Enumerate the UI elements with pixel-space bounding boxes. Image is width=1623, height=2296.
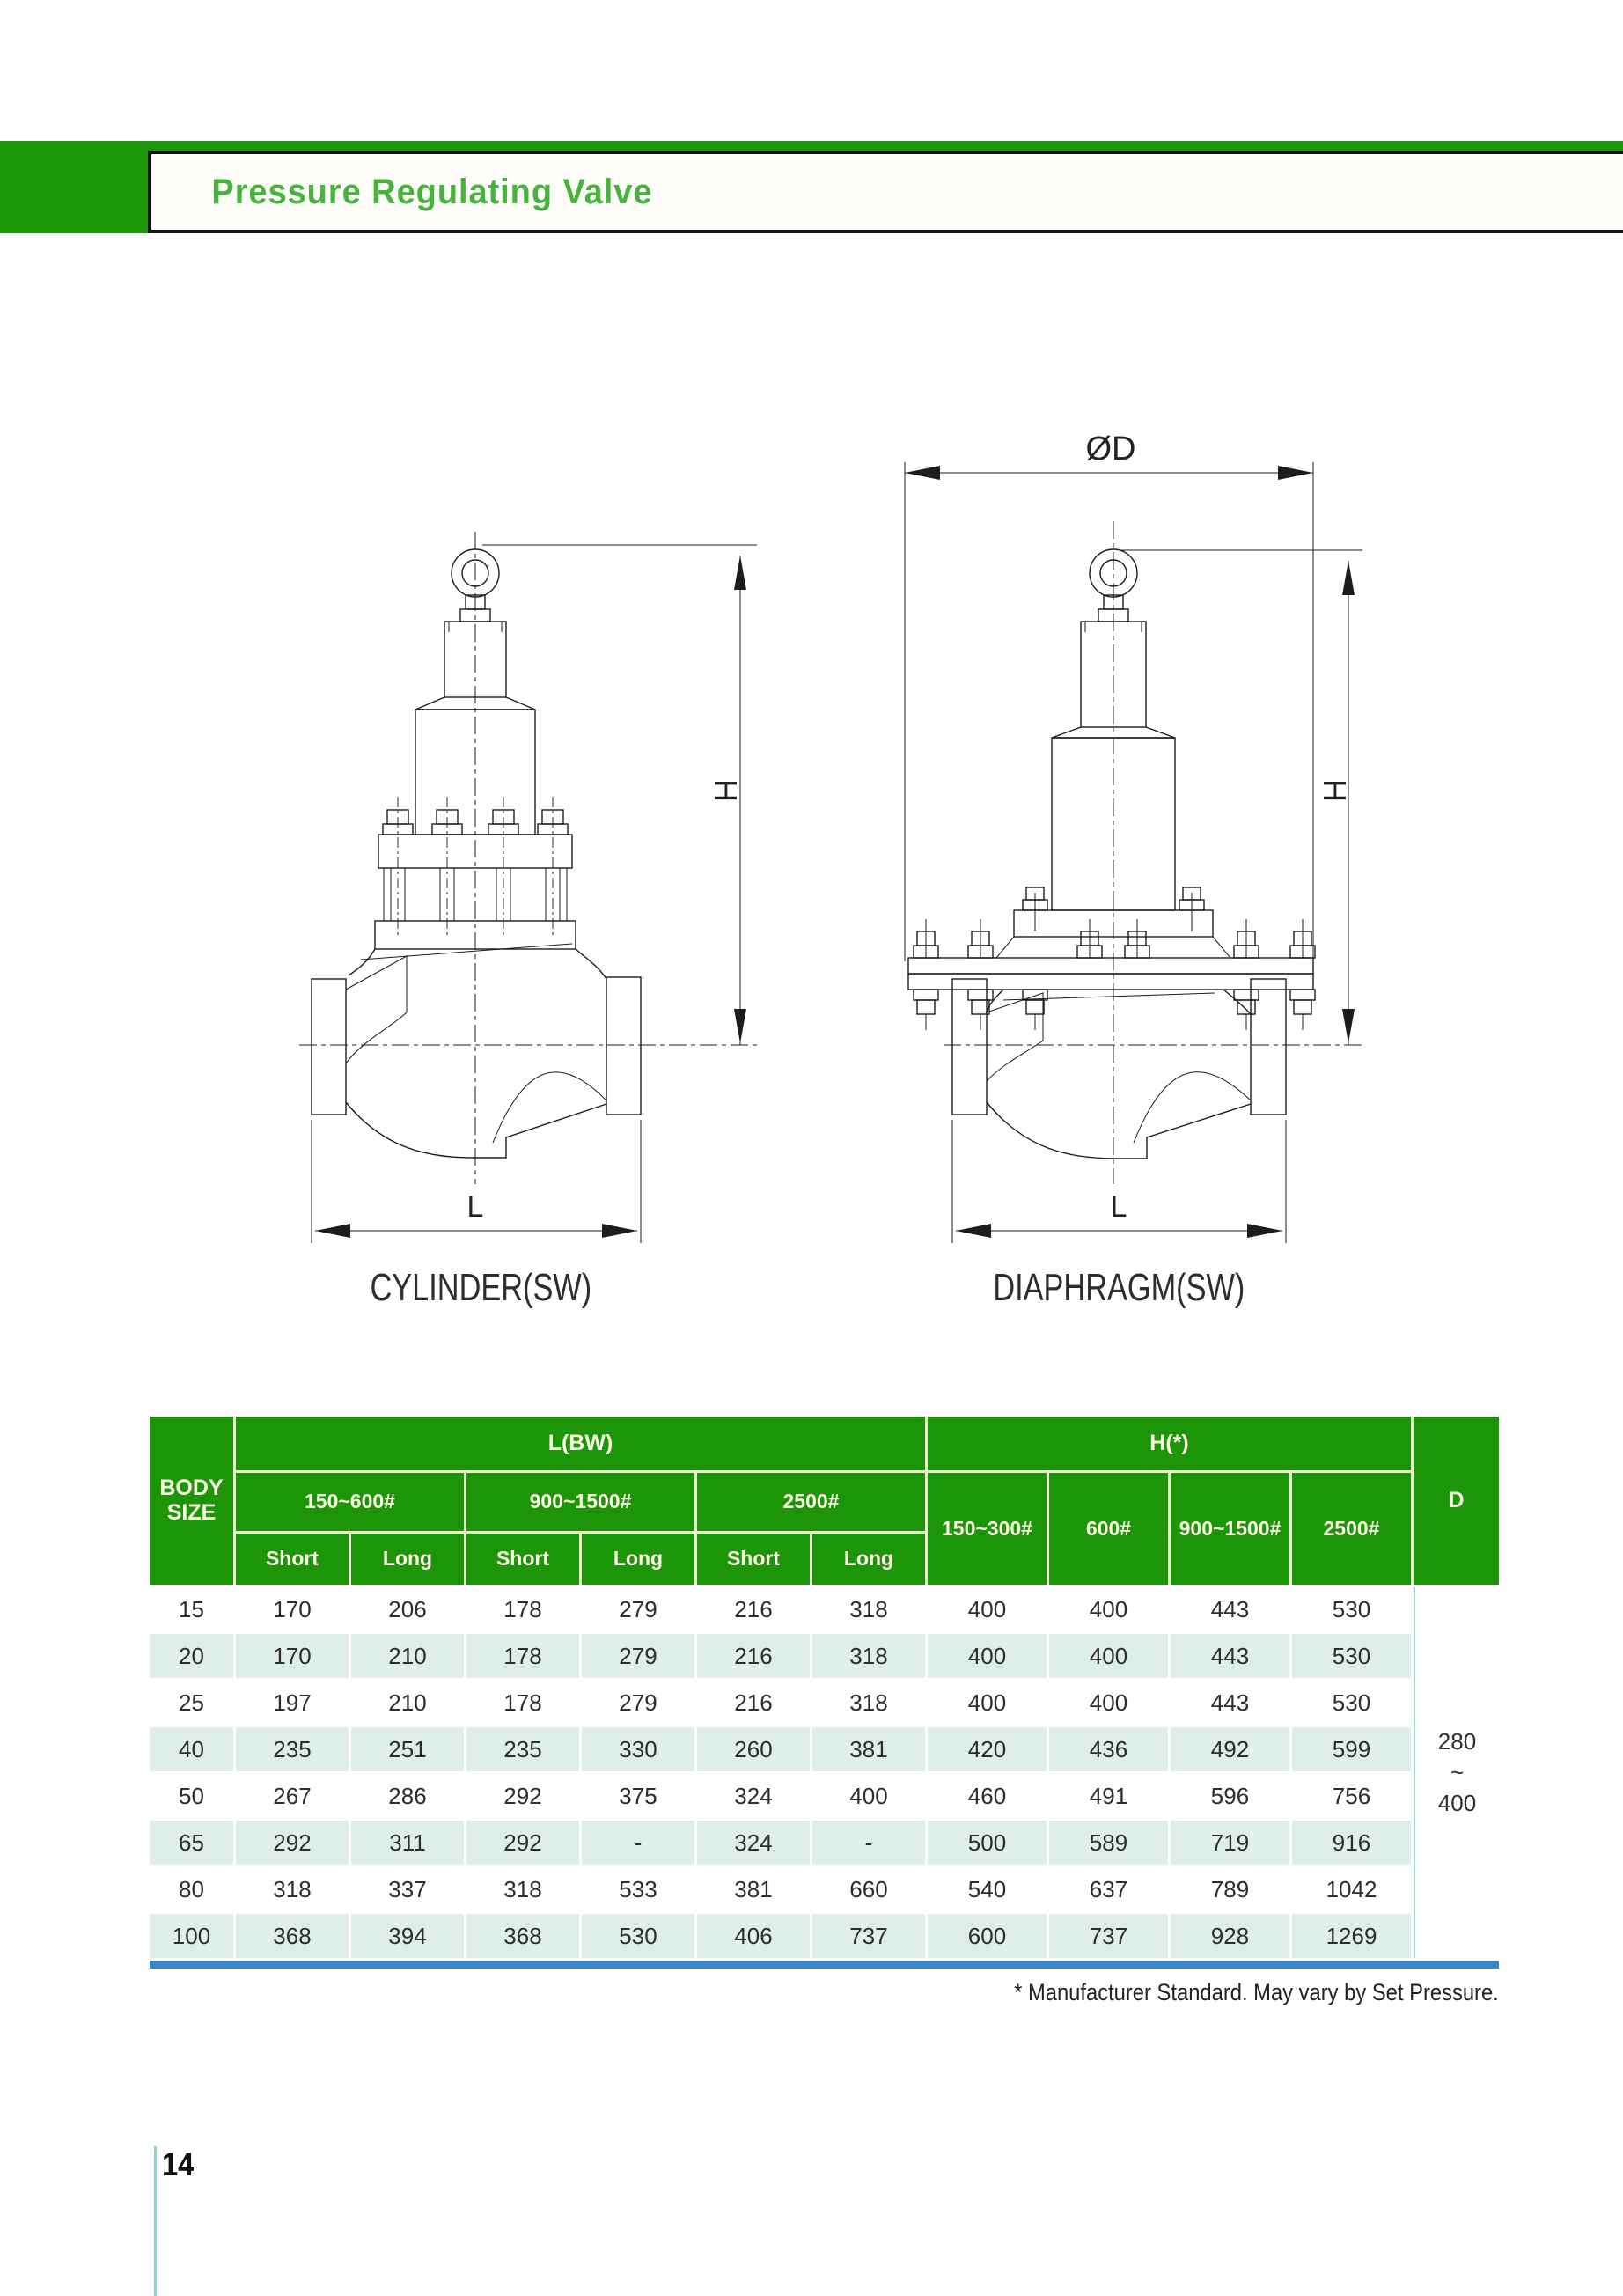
centerlines	[944, 521, 1364, 1184]
dimension-cell: 600	[928, 1914, 1047, 1958]
dimension-cell: 330	[582, 1727, 694, 1771]
col-header-short: Short	[697, 1534, 810, 1585]
dimension-cell: 443	[1171, 1587, 1289, 1631]
h-dim-label: H	[1317, 779, 1353, 802]
col-header-body-size: BODY SIZE	[150, 1417, 233, 1585]
dimension-cell: 324	[697, 1821, 810, 1865]
col-header-d: D	[1414, 1417, 1499, 1585]
col-header-h-900-1500: 900~1500#	[1171, 1473, 1289, 1585]
dimension-cell: 400	[1049, 1681, 1168, 1725]
footnote: * Manufacturer Standard. May vary by Set Pressure.	[1014, 1979, 1499, 2005]
dimension-cell: 260	[697, 1727, 810, 1771]
dimension-cell: -	[812, 1821, 925, 1865]
dimension-cell: 400	[928, 1681, 1047, 1725]
dimension-cell: 406	[697, 1914, 810, 1958]
dimension-cell: 530	[582, 1914, 694, 1958]
dimension-cell: 533	[582, 1867, 694, 1911]
dimension-cell: 235	[236, 1727, 349, 1771]
dimension-table	[150, 1417, 1499, 1958]
page-number: 14	[162, 2146, 195, 2182]
dimension-cell: 318	[812, 1634, 925, 1678]
dimension-cell: 178	[466, 1681, 579, 1725]
dimension-cell: 216	[697, 1634, 810, 1678]
dimension-cell: 443	[1171, 1681, 1289, 1725]
dimension-cell: 1042	[1292, 1867, 1411, 1911]
d-dimension	[905, 430, 1313, 961]
h-dim-label: H	[708, 779, 744, 802]
dimension-cell: 210	[351, 1634, 464, 1678]
cylinder-valve-drawing	[290, 526, 766, 1248]
dimension-cell: 216	[697, 1681, 810, 1725]
dimension-cell: 530	[1292, 1634, 1411, 1678]
h-dimension	[482, 545, 757, 1045]
dimension-cell: 197	[236, 1681, 349, 1725]
page-title: Pressure Regulating Valve	[211, 172, 653, 211]
diaphragm-caption: DIAPHRAGM(SW)	[993, 1266, 1245, 1309]
d-range-top: 280	[1437, 1727, 1477, 1755]
dimension-cell: 292	[236, 1821, 349, 1865]
dimension-cell: 170	[236, 1587, 349, 1631]
cylinder-caption: CYLINDER(SW)	[370, 1266, 591, 1309]
col-header-l-2500: 2500#	[697, 1473, 925, 1531]
dimension-cell: 737	[1049, 1914, 1168, 1958]
col-header-short: Short	[466, 1534, 579, 1585]
dimension-cell: 719	[1171, 1821, 1289, 1865]
dimension-cell: 311	[351, 1821, 464, 1865]
col-header-short: Short	[236, 1534, 349, 1585]
dimension-cell: 251	[351, 1727, 464, 1771]
dimension-cell: 279	[582, 1681, 694, 1725]
col-header-l-900-1500: 900~1500#	[466, 1473, 694, 1531]
dimension-cell: 375	[582, 1774, 694, 1818]
centerlines	[299, 532, 759, 1184]
dimension-cell: 318	[812, 1681, 925, 1725]
col-header-long: Long	[812, 1534, 925, 1585]
body-size-cell: 65	[150, 1821, 233, 1865]
dimension-cell: -	[582, 1821, 694, 1865]
d-range-cell	[1414, 1587, 1499, 1958]
l-dim-label: L	[466, 1190, 484, 1224]
dimension-cell: 400	[812, 1774, 925, 1818]
dimension-cell: 178	[466, 1634, 579, 1678]
col-header-l-group: L(BW)	[236, 1417, 925, 1470]
dimension-cell: 460	[928, 1774, 1047, 1818]
dimension-cell: 216	[697, 1587, 810, 1631]
dimension-cell: 596	[1171, 1774, 1289, 1818]
body-size-cell: 40	[150, 1727, 233, 1771]
col-header-h-group: H(*)	[928, 1417, 1411, 1470]
dimension-cell: 420	[928, 1727, 1047, 1771]
dimension-cell: 660	[812, 1867, 925, 1911]
body-size-cell: 100	[150, 1914, 233, 1958]
h-dimension	[1120, 550, 1362, 1045]
page-edge-line	[154, 2146, 157, 2296]
table-bottom-bar	[150, 1961, 1499, 1969]
dimension-cell: 637	[1049, 1867, 1168, 1911]
col-header-h-600: 600#	[1049, 1473, 1168, 1585]
dimension-cell: 318	[236, 1867, 349, 1911]
dimension-cell: 324	[697, 1774, 810, 1818]
diaphragm-valve-drawing	[871, 414, 1382, 1248]
body-size-cell: 20	[150, 1634, 233, 1678]
col-header-l-150-600: 150~600#	[236, 1473, 464, 1531]
dimension-cell: 599	[1292, 1727, 1411, 1771]
d-range-bottom: 400	[1437, 1790, 1477, 1817]
dimension-cell: 916	[1292, 1821, 1411, 1865]
dimension-cell: 170	[236, 1634, 349, 1678]
dimension-cell: 235	[466, 1727, 579, 1771]
body-size-cell: 80	[150, 1867, 233, 1911]
d-range-tilde: ~	[1450, 1758, 1465, 1785]
dimension-cell: 530	[1292, 1587, 1411, 1631]
d-dim-label: ØD	[1085, 430, 1136, 467]
body-size-cell: 25	[150, 1681, 233, 1725]
dimension-cell: 436	[1049, 1727, 1168, 1771]
dimension-cell: 530	[1292, 1681, 1411, 1725]
dimension-cell: 400	[1049, 1634, 1168, 1678]
dimension-cell: 318	[812, 1587, 925, 1631]
dimension-cell: 381	[812, 1727, 925, 1771]
dimension-cell: 279	[582, 1634, 694, 1678]
dimension-cell: 318	[466, 1867, 579, 1911]
dimension-cell: 292	[466, 1774, 579, 1818]
dimension-cell: 400	[1049, 1587, 1168, 1631]
dimension-cell: 737	[812, 1914, 925, 1958]
table-grid	[150, 1417, 1499, 1958]
dimension-cell: 368	[466, 1914, 579, 1958]
dimension-cell: 178	[466, 1587, 579, 1631]
l-dimension	[952, 1120, 1286, 1243]
dimension-cell: 589	[1049, 1821, 1168, 1865]
dimension-cell: 337	[351, 1867, 464, 1911]
valve-body	[952, 979, 1286, 1159]
dimension-cell: 279	[582, 1587, 694, 1631]
body-size-cell: 15	[150, 1587, 233, 1631]
l-dim-label: L	[1110, 1190, 1127, 1224]
dimension-cell: 368	[236, 1914, 349, 1958]
body-size-cell: 50	[150, 1774, 233, 1818]
dimension-cell: 394	[351, 1914, 464, 1958]
col-header-long: Long	[351, 1534, 464, 1585]
dimension-cell: 206	[351, 1587, 464, 1631]
col-header-long: Long	[582, 1534, 694, 1585]
title-box	[148, 151, 1623, 233]
dimension-cell: 210	[351, 1681, 464, 1725]
dimension-cell: 928	[1171, 1914, 1289, 1958]
dimension-cell: 500	[928, 1821, 1047, 1865]
col-header-h-150-300: 150~300#	[928, 1473, 1047, 1585]
col-header-h-2500: 2500#	[1292, 1473, 1411, 1585]
dimension-cell: 400	[928, 1587, 1047, 1631]
dimension-cell: 492	[1171, 1727, 1289, 1771]
dimension-cell: 443	[1171, 1634, 1289, 1678]
flange-bolts	[914, 887, 1315, 1030]
dimension-cell: 381	[697, 1867, 810, 1911]
dimension-cell: 292	[466, 1821, 579, 1865]
l-dimension	[312, 1120, 641, 1243]
dimension-cell: 491	[1049, 1774, 1168, 1818]
diaphragm-flange	[908, 958, 1313, 990]
dimension-cell: 286	[351, 1774, 464, 1818]
dimension-cell: 789	[1171, 1867, 1289, 1911]
dimension-cell: 756	[1292, 1774, 1411, 1818]
dimension-cell: 400	[928, 1634, 1047, 1678]
valve-body	[312, 944, 641, 1158]
dimension-cell: 267	[236, 1774, 349, 1818]
dimension-cell: 1269	[1292, 1914, 1411, 1958]
dimension-cell: 540	[928, 1867, 1047, 1911]
